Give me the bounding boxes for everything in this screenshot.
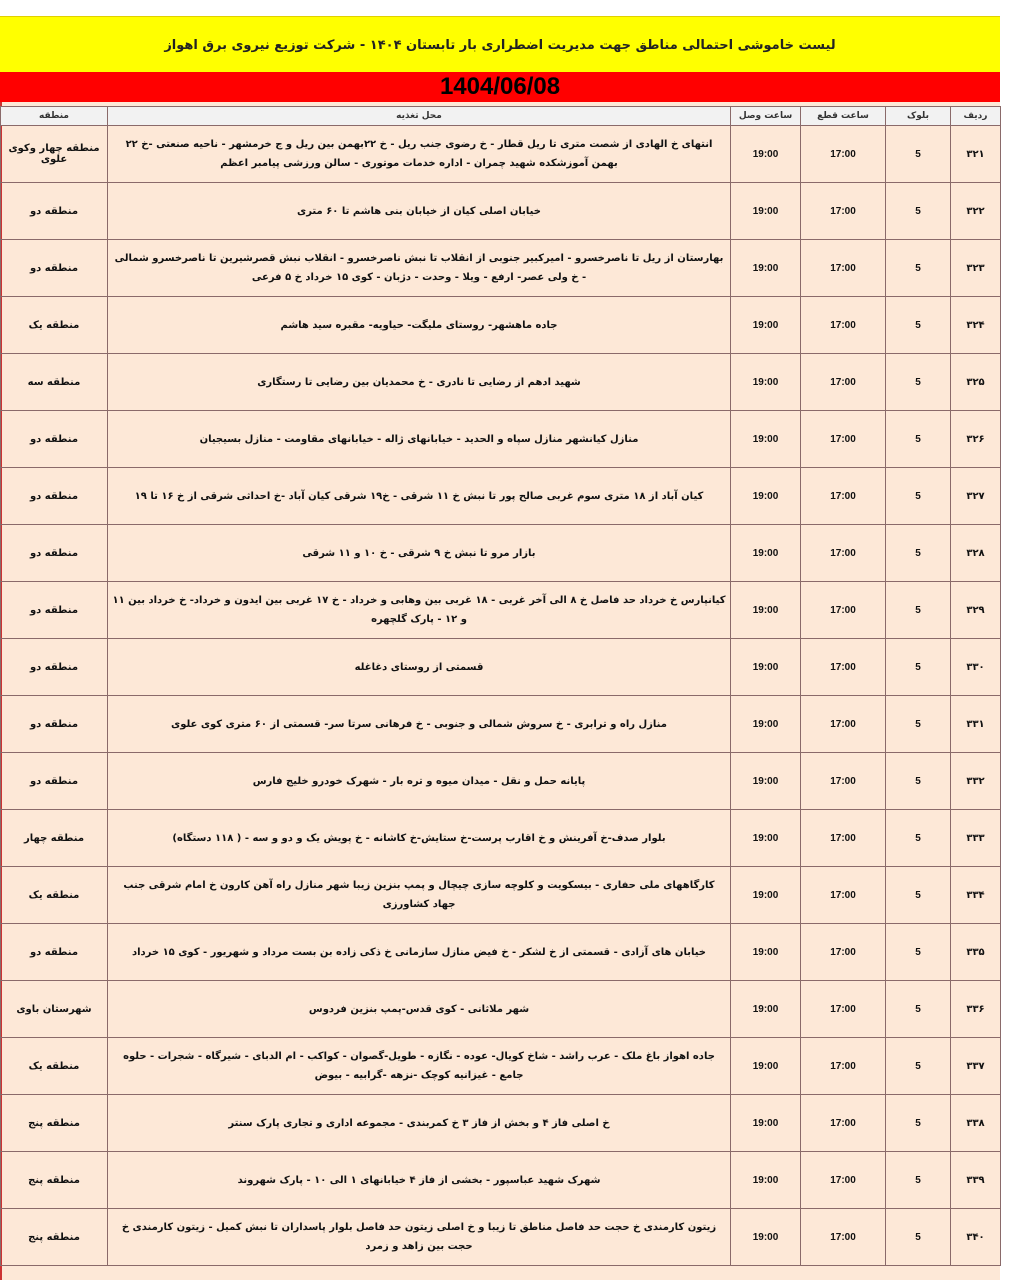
block-cell: 5 (886, 126, 951, 183)
connect-time-cell: 19:00 (731, 1038, 801, 1095)
row-number-cell: ۳۳۲ (951, 753, 1001, 810)
feed-location-cell: منازل کیانشهر منازل سپاه و الحدید - خیابانهای ژاله - خیابانهای مقاومت - منازل بسیجیان (108, 411, 731, 468)
connect-time-cell: 19:00 (731, 354, 801, 411)
connect-time-cell: 19:00 (731, 753, 801, 810)
row-number-cell: ۳۲۵ (951, 354, 1001, 411)
connect-time-cell: 19:00 (731, 126, 801, 183)
connect-time-cell: 19:00 (731, 639, 801, 696)
region-cell: منطقه دو (1, 525, 108, 582)
feed-location-cell: شهر ملاثانی - کوی قدس-پمپ بنزین فردوس (108, 981, 731, 1038)
connect-time-cell: 19:00 (731, 411, 801, 468)
region-cell: منطقه دو (1, 411, 108, 468)
header-feed-location: محل تغذیه (108, 107, 731, 126)
connect-time-cell: 19:00 (731, 867, 801, 924)
table-row (1, 1152, 1001, 1209)
feed-location-cell: انتهای خ الهادی از شصت متری تا ریل قطار - خ رضوی جنب ریل - خ ۲۲بهمن بین ریل و ج خرمشهر - ناحیه صنعتی -خ ۲۲ بهمن آموزشکده شهید چمران - اداره خدمات موتوری - سالن ورزشی پیامبر اعظم (108, 126, 731, 183)
feed-location-cell: زیتون کارمندی خ حجت حد فاصل مناطق تا زیبا و خ اصلی زیتون حد فاصل بلوار پاسداران تا نبش کمیل - زیتون کارمندی خ حجت بین زاهد و زمرد (108, 1209, 731, 1266)
row-number-cell: ۳۳۸ (951, 1095, 1001, 1152)
feed-location-cell: خیابان های آزادی - قسمتی از خ لشکر - خ فیض منازل سازمانی خ ذکی زاده بن بست مرداد و شهریور - کوی ۱۵ خرداد (108, 924, 731, 981)
region-cell: منطقه دو (1, 240, 108, 297)
block-cell: 5 (886, 1095, 951, 1152)
block-cell: 5 (886, 1152, 951, 1209)
table-body (1, 126, 1001, 1266)
region-cell: منطقه دو (1, 582, 108, 639)
block-cell: 5 (886, 411, 951, 468)
block-cell: 5 (886, 924, 951, 981)
block-cell: 5 (886, 240, 951, 297)
table-row (1, 810, 1001, 867)
cut-time-cell: 17:00 (801, 468, 886, 525)
table-row (1, 696, 1001, 753)
cut-time-cell: 17:00 (801, 411, 886, 468)
header-row-number: ردیف (951, 107, 1001, 126)
feed-location-cell: پایانه حمل و نقل - میدان میوه و تره بار - شهرک خودرو خلیج فارس (108, 753, 731, 810)
feed-location-cell: منازل راه و ترابری - خ سروش شمالی و جنوبی - خ فرهانی سرتا سر- قسمتی از ۶۰ متری کوی علوی (108, 696, 731, 753)
header-block: بلوک (886, 107, 951, 126)
region-cell: منطقه پنج (1, 1209, 108, 1266)
cut-time-cell: 17:00 (801, 867, 886, 924)
feed-location-cell: کارگاههای ملی حفاری - بیسکویت و کلوچه سازی چیچال و پمپ بنزین زیبا شهر منازل راه آهن کارون خ امام شرقی جنب جهاد کشاورزی (108, 867, 731, 924)
table-row (1, 126, 1001, 183)
block-cell: 5 (886, 981, 951, 1038)
block-cell: 5 (886, 753, 951, 810)
cut-time-cell: 17:00 (801, 639, 886, 696)
feed-location-cell: جاده اهواز باغ ملک - عرب راشد - شاخ کویال- عوده - نگازه - طویل-گصوان - کواکب - ام الدبای - شیرگاه - شجرات - حلوه جامع - غیزانیه کوچک -نزهه -گرابیه - بیوض (108, 1038, 731, 1095)
table-row (1, 297, 1001, 354)
row-number-cell: ۳۲۷ (951, 468, 1001, 525)
table-row (1, 981, 1001, 1038)
cut-time-cell: 17:00 (801, 1095, 886, 1152)
cut-time-cell: 17:00 (801, 183, 886, 240)
region-cell: منطقه یک (1, 297, 108, 354)
connect-time-cell: 19:00 (731, 297, 801, 354)
row-number-cell: ۳۳۱ (951, 696, 1001, 753)
table-row (1, 582, 1001, 639)
row-number-cell: ۳۳۷ (951, 1038, 1001, 1095)
row-number-cell: ۳۴۰ (951, 1209, 1001, 1266)
feed-location-cell: قسمتی از روستای دغاغله (108, 639, 731, 696)
feed-location-cell: کیانپارس خ خرداد حد فاصل خ ۸ الی آخر غربی - ۱۸ غربی بین وهابی و خرداد - خ ۱۷ غربی بین ایدون و خرداد- خ خرداد بین ۱۱ و ۱۲ - پارک گلچهره (108, 582, 731, 639)
cut-time-cell: 17:00 (801, 240, 886, 297)
table-row (1, 1095, 1001, 1152)
feed-location-cell: شهید ادهم از رضایی تا نادری - خ محمدیان بین رضایی تا رستگاری (108, 354, 731, 411)
cut-time-cell: 17:00 (801, 810, 886, 867)
table-row (1, 411, 1001, 468)
row-number-cell: ۳۳۴ (951, 867, 1001, 924)
block-cell: 5 (886, 639, 951, 696)
table-row (1, 1038, 1001, 1095)
row-number-cell: ۳۲۴ (951, 297, 1001, 354)
row-number-cell: ۳۲۹ (951, 582, 1001, 639)
connect-time-cell: 19:00 (731, 981, 801, 1038)
row-number-cell: ۳۲۳ (951, 240, 1001, 297)
row-number-cell: ۳۳۳ (951, 810, 1001, 867)
table-header-row (1, 107, 1001, 126)
connect-time-cell: 19:00 (731, 582, 801, 639)
cut-time-cell: 17:00 (801, 1209, 886, 1266)
table-row (1, 924, 1001, 981)
table-row (1, 639, 1001, 696)
block-cell: 5 (886, 696, 951, 753)
connect-time-cell: 19:00 (731, 1152, 801, 1209)
region-cell: منطقه یک (1, 867, 108, 924)
schedule-date: 1404/06/08 (439, 73, 561, 100)
block-cell: 5 (886, 1038, 951, 1095)
header-cut-time: ساعت قطع (801, 107, 886, 126)
schedule-sheet (0, 16, 1000, 1280)
region-cell: منطقه دو (1, 753, 108, 810)
cut-time-cell: 17:00 (801, 753, 886, 810)
cut-time-cell: 17:00 (801, 924, 886, 981)
block-cell: 5 (886, 582, 951, 639)
connect-time-cell: 19:00 (731, 183, 801, 240)
row-number-cell: ۳۲۱ (951, 126, 1001, 183)
region-cell: منطقه دو (1, 924, 108, 981)
region-cell: منطقه پنج (1, 1095, 108, 1152)
feed-location-cell: خ اصلی فاز ۴ و بخش از فاز ۳ خ کمربندی - مجموعه اداری و تجاری پارک سنتر (108, 1095, 731, 1152)
feed-location-cell: کیان آباد از ۱۸ متری سوم غربی صالح پور تا نبش خ ۱۱ شرقی - خ۱۹ شرقی کیان آباد -خ احداثی شرقی از خ ۱۶ تا ۱۹ (108, 468, 731, 525)
feed-location-cell: بلوار صدف-خ آفرینش و خ اقارب پرست-خ ستایش-خ کاشانه - خ پویش یک و دو و سه - ( ۱۱۸ دستگاه) (108, 810, 731, 867)
table-row (1, 240, 1001, 297)
region-cell: منطقه چهار (1, 810, 108, 867)
block-cell: 5 (886, 1209, 951, 1266)
cut-time-cell: 17:00 (801, 354, 886, 411)
header-connect-time: ساعت وصل (731, 107, 801, 126)
feed-location-cell: شهرک شهید عباسپور - بخشی از فاز ۴ خیابانهای ۱ الی ۱۰ - پارک شهروند (108, 1152, 731, 1209)
title-bar (0, 16, 1000, 73)
cut-time-cell: 17:00 (801, 696, 886, 753)
table-row (1, 525, 1001, 582)
block-cell: 5 (886, 183, 951, 240)
connect-time-cell: 19:00 (731, 1209, 801, 1266)
table-row (1, 1209, 1001, 1266)
connect-time-cell: 19:00 (731, 240, 801, 297)
row-number-cell: ۳۲۶ (951, 411, 1001, 468)
region-cell: منطقه سه (1, 354, 108, 411)
block-cell: 5 (886, 468, 951, 525)
region-cell: منطقه یک (1, 1038, 108, 1095)
block-cell: 5 (886, 297, 951, 354)
region-cell: منطقه دو (1, 468, 108, 525)
region-cell: منطقه دو (1, 183, 108, 240)
region-cell: منطقه دو (1, 639, 108, 696)
connect-time-cell: 19:00 (731, 1095, 801, 1152)
table-row (1, 468, 1001, 525)
table-row (1, 183, 1001, 240)
cut-time-cell: 17:00 (801, 981, 886, 1038)
block-cell: 5 (886, 810, 951, 867)
region-cell: منطقه دو (1, 696, 108, 753)
block-cell: 5 (886, 525, 951, 582)
cut-time-cell: 17:00 (801, 1038, 886, 1095)
row-number-cell: ۳۲۸ (951, 525, 1001, 582)
cut-time-cell: 17:00 (801, 126, 886, 183)
row-number-cell: ۳۳۵ (951, 924, 1001, 981)
feed-location-cell: بازار مرو تا نبش خ ۹ شرقی - خ ۱۰ و ۱۱ شرقی (108, 525, 731, 582)
connect-time-cell: 19:00 (731, 696, 801, 753)
feed-location-cell: جاده ماهشهر- روستای ملیگت- حیاویه- مقبره سید هاشم (108, 297, 731, 354)
page-title: لیست خاموشی احتمالی مناطق جهت مدیریت اضطراری بار تابستان ۱۴۰۴ - شرکت توزیع نیروی برق اهواز (164, 37, 836, 53)
outage-table (0, 106, 1001, 1266)
row-number-cell: ۳۳۰ (951, 639, 1001, 696)
region-cell: شهرستان باوی (1, 981, 108, 1038)
connect-time-cell: 19:00 (731, 468, 801, 525)
cut-time-cell: 17:00 (801, 297, 886, 354)
region-cell: منطقه پنج (1, 1152, 108, 1209)
connect-time-cell: 19:00 (731, 924, 801, 981)
table-row (1, 753, 1001, 810)
date-bar (0, 72, 1000, 102)
row-number-cell: ۳۲۲ (951, 183, 1001, 240)
connect-time-cell: 19:00 (731, 525, 801, 582)
cut-time-cell: 17:00 (801, 582, 886, 639)
row-number-cell: ۳۳۶ (951, 981, 1001, 1038)
cut-time-cell: 17:00 (801, 525, 886, 582)
block-cell: 5 (886, 867, 951, 924)
block-cell: 5 (886, 354, 951, 411)
feed-location-cell: بهارستان از ریل تا ناصرخسرو - امیرکبیر جنوبی از انقلاب تا نبش ناصرخسرو - انقلاب نبش قصرشیرین تا ناصرخسرو شمالی - خ ولی عصر- ارفع - ویلا - وحدت - دژبان - کوی ۱۵ خرداد خ ۵ فرعی (108, 240, 731, 297)
table-row (1, 867, 1001, 924)
table-row (1, 354, 1001, 411)
feed-location-cell: خیابان اصلی کیان از خیابان بنی هاشم تا ۶۰ متری (108, 183, 731, 240)
connect-time-cell: 19:00 (731, 810, 801, 867)
region-cell: منطقه چهار وکوی علوی (1, 126, 108, 183)
row-number-cell: ۳۳۹ (951, 1152, 1001, 1209)
cut-time-cell: 17:00 (801, 1152, 886, 1209)
header-region: منطقه (1, 107, 108, 126)
